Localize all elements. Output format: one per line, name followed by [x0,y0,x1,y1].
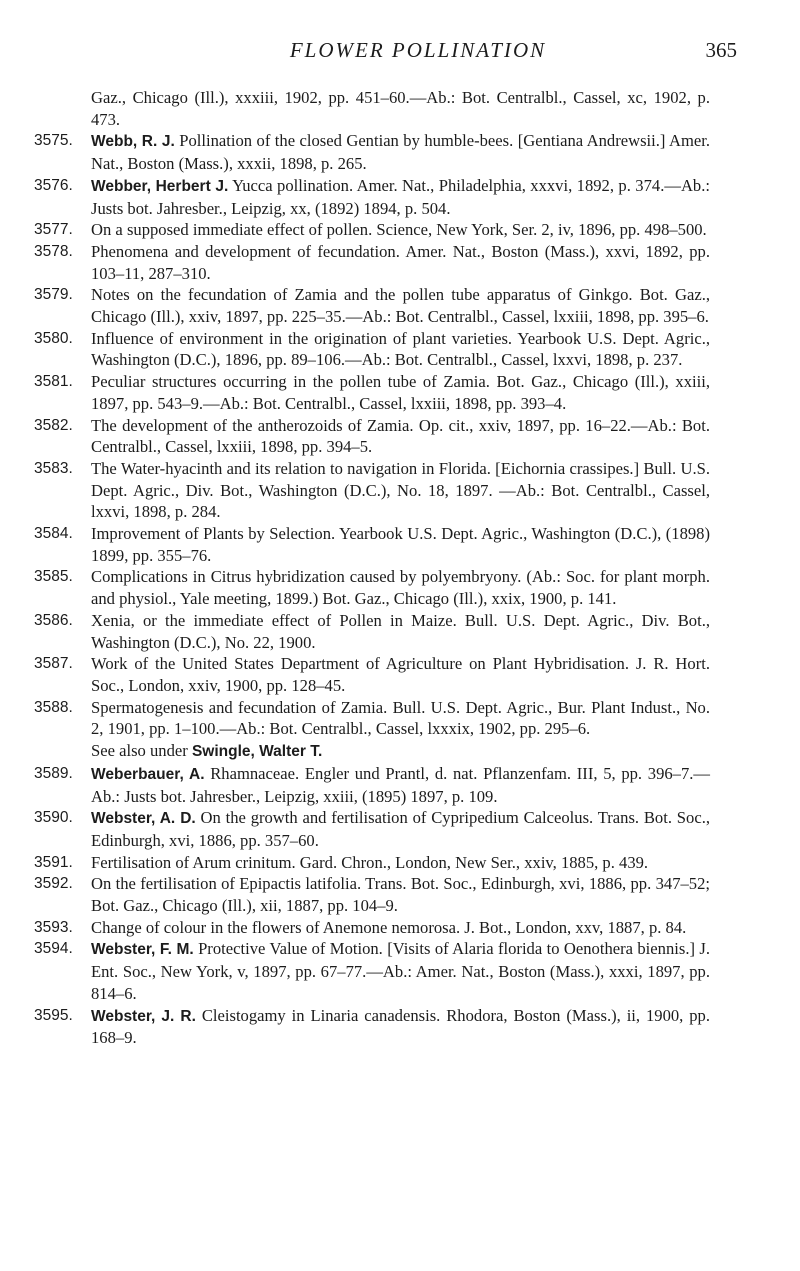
bibliography-entry [34,938,710,1004]
entry-number: 3575. [34,132,73,150]
bibliography-entry [34,175,710,219]
bibliography-entry [34,917,710,939]
entry-text: Rhamnaceae. Engler und Prantl, d. nat. Pflanzenfam. III, 5, pp. 396–7.—Ab.: Justs bot. Jahresber., Leipzig, xxiii, (1895) 1897, p. 109. [91,763,710,806]
continuation-text [34,87,710,130]
entry-text: The development of the antherozoids of Zamia. Op. cit., xxiv, 1897, pp. 16–22.—Ab.: Bot. Centralbl., Cassel, lxxiii, 1898, pp. 394–5. [91,415,710,457]
entry-number: 3583. [34,459,73,477]
bibliography-entry [34,371,710,414]
entry-number: 3585. [34,568,73,586]
entry-number: 3588. [34,698,73,716]
entry-number: 3581. [34,373,73,391]
bibliography-entry [34,566,710,609]
page-header [36,38,800,78]
entry-text: Notes on the fecundation of Zamia and the pollen tube apparatus of Ginkgo. Bot. Gaz., Chicago (Ill.), xxiv, 1897, pp. 225–35.—Ab.: Bot. Centralbl., Cassel, lxxiii, 1898, pp. 395–6. [91,285,710,327]
entry-number: 3589. [34,764,73,782]
entry-text: Protective Value of Motion. [Visits of Alaria florida to Oenothera biennis.] J. Ent. Soc., New York, v, 1897, pp. 67–77.—Ab.: Amer. Nat., Boston (Mass.), xxxi, 1897, pp. 814–6. [91,939,710,1003]
entry-text: Pollination of the closed Gentian by humble-bees. [Gentiana Andrewsii.] Amer. Nat., Boston (Mass.), xxxii, 1898, p. 265. [91,131,710,174]
continuation-body: Gaz., Chicago (Ill.), xxxiii, 1902, pp. 451–60.—Ab.: Bot. Centralbl., Cassel, xc, 1902, p. 473. [91,88,710,129]
entry-text: Fertilisation of Arum crinitum. Gard. Chron., London, New Ser., xxiv, 1885, p. 439. [91,852,649,872]
entry-text: Influence of environment in the origination of plant varieties. Yearbook U.S. Dept. Agric., Washington (D.C.), 1896, pp. 89–106.—Ab.: Bot. Centralbl., Cassel, lxxvi, 1898, p. 237. [91,328,710,370]
bibliography-entry [34,852,710,874]
entry-text: Cleistogamy in Linaria canadensis. Rhodora, Boston (Mass.), ii, 1900, pp. 168–9. [91,1005,710,1048]
bibliography-entry [34,241,710,284]
entry-number: 3576. [34,176,73,194]
bibliography-entry [34,653,710,696]
entry-number: 3594. [34,940,73,958]
entry-text: On the fertilisation of Epipactis latifolia. Trans. Bot. Soc., Edinburgh, xvi, 1886, pp. 347–52; Bot. Gaz., Chicago (Ill.), xii, 1887, pp. 104–9. [91,874,710,916]
entry-text: Phenomena and development of fecundation. Amer. Nat., Boston (Mass.), xxvi, 1892, pp. 103–11, 287–310. [91,241,710,283]
entry-number: 3578. [34,242,73,260]
entry-author: Webster, F. M. [91,941,194,959]
entry-text: Spermatogenesis and fecundation of Zamia. Bull. U.S. Dept. Agric., Bur. Plant Indust., No. 2, 1901, pp. 1–100.—Ab.: Bot. Centralbl., Cassel, lxxxix, 1902, pp. 295–6. [91,697,710,739]
entry-author: Webb, R. J. [91,133,175,151]
entry-text: Change of colour in the flowers of Anemone nemorosa. J. Bot., London, xxv, 1887, p. 84. [91,917,687,937]
entry-author: Webster, A. D. [91,810,196,828]
entry-number: 3595. [34,1006,73,1024]
bibliography-entry [34,284,710,327]
entry-number: 3590. [34,809,73,827]
bibliography-entry [34,415,710,458]
entry-number: 3584. [34,525,73,543]
entry-number: 3586. [34,611,73,629]
bibliography-list [34,87,710,1049]
bibliography-entry [34,610,710,653]
entry-text: Improvement of Plants by Selection. Yearbook U.S. Dept. Agric., Washington (D.C.), (1898) 1899, pp. 355–76. [91,524,710,565]
entry-number: 3587. [34,655,73,673]
bibliography-entry [34,219,710,241]
bibliography-entry [34,763,710,807]
entry-number: 3591. [34,853,73,871]
page-number: 365 [705,38,737,62]
entry-author: Webber, Herbert J. [91,177,229,195]
bibliography-entry [34,873,710,916]
see-also-name: Swingle, Walter T. [191,743,323,761]
entry-text: On a supposed immediate effect of pollen. Science, New York, Ser. 2, iv, 1896, pp. 498–500. [91,220,707,240]
entry-number: 3577. [34,221,73,239]
entry-text: Work of the United States Department of Agriculture on Plant Hybridisation. J. R. Hort. Soc., London, xxiv, 1900, pp. 128–45. [91,654,710,695]
entry-text: Complications in Citrus hybridization caused by polyembryony. (Ab.: Soc. for plant morph. and physiol., Yale meeting, 1899.) Bot. Gaz., Chicago (Ill.), xxix, 1900, p. 141. [91,567,710,609]
entry-author: Weberbauer, A. [91,765,205,783]
bibliography-entry [34,1005,710,1049]
entry-text: On the growth and fertilisation of Cypripedium Calceolus. Trans. Bot. Soc., Edinburgh, xvi, 1886, pp. 357–60. [91,808,710,850]
entry-text: The Water-hyacinth and its relation to navigation in Florida. [Eichornia crassipes.] Bull. U.S. Dept. Agric., Div. Bot., Washington (D.C.), No. 18, 1897. —Ab.: Bot. Centralbl., Cassel, lxxvi, 1898, p. 284. [91,458,710,522]
entry-number: 3580. [34,329,73,347]
bibliography-entry [34,807,710,851]
entry-number: 3592. [34,875,73,893]
entry-number: 3593. [34,918,73,936]
bibliography-entry [34,697,710,740]
entry-text: Xenia, or the immediate effect of Pollen in Maize. Bull. U.S. Dept. Agric., Div. Bot., Washington (D.C.), No. 22, 1900. [91,610,710,652]
bibliography-entry [34,523,710,566]
entry-number: 3582. [34,416,73,434]
entry-text: Yucca pollination. Amer. Nat., Philadelphia, xxxvi, 1892, p. 374.—Ab.: Justs bot. Jahresber., Leipzig, xx, (1892) 1894, p. 504. [91,175,710,218]
see-also-note [34,740,710,763]
entry-author: Webster, J. R. [91,1007,196,1025]
entry-text: Peculiar structures occurring in the pollen tube of Zamia. Bot. Gaz., Chicago (Ill.), xxiii, 1897, pp. 543–9.—Ab.: Bot. Centralbl., Cassel, lxxiii, 1898, pp. 393–4. [91,372,710,413]
see-also-prefix: See also under [91,741,188,761]
running-title: FLOWER POLLINATION [289,38,547,62]
bibliography-entry [34,130,710,174]
bibliography-entry [34,328,710,371]
entry-number: 3579. [34,286,73,304]
bibliography-entry [34,458,710,523]
